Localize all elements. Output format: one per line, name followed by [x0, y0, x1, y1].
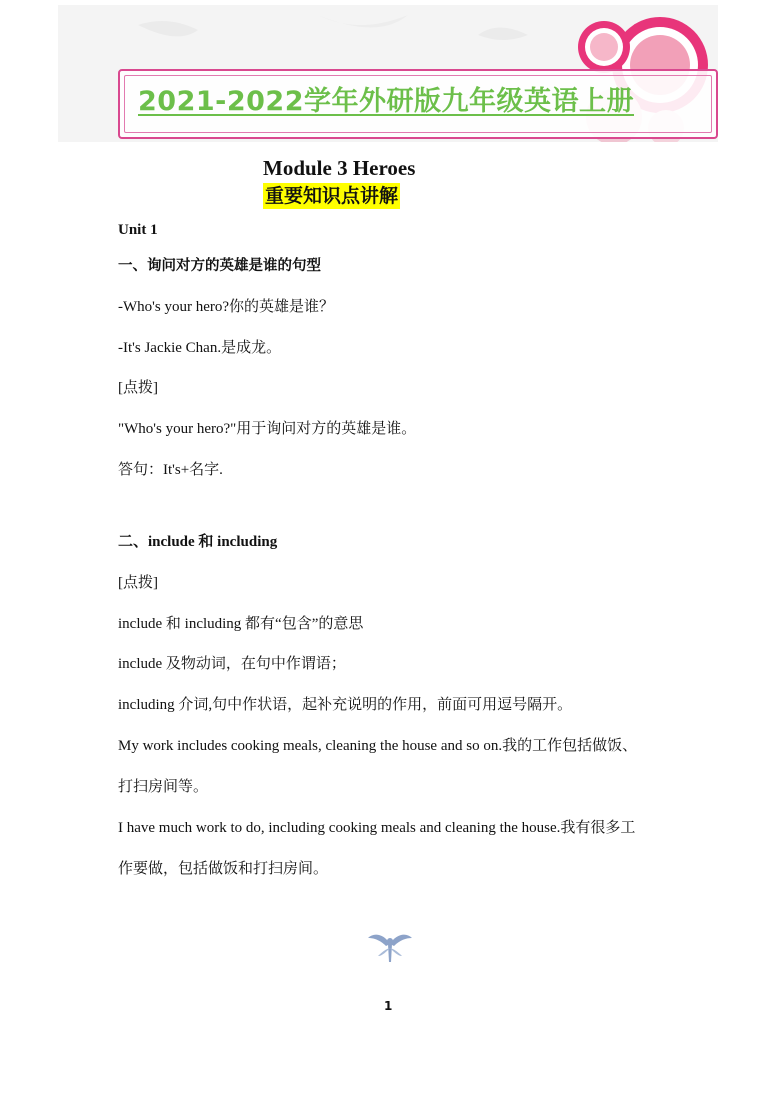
tip-line-1: include 和 including 都有“包含”的意思: [118, 616, 364, 632]
example-1-line-1: My work includes cooking meals, cleaning the house and so on.我的工作包括做饭、: [118, 738, 638, 754]
unit-heading: Unit 1: [118, 222, 158, 238]
header-banner: [58, 5, 718, 142]
title-frame: [118, 69, 718, 139]
example-2-line-2: 作要做，包括做饭和打扫房间。: [118, 861, 329, 877]
document-title: 2021-2022学年外研版九年级英语上册: [138, 86, 634, 117]
answer-pattern: 答句：It's+名字.: [118, 462, 223, 478]
tip-label-2: [点拨]: [118, 575, 158, 591]
tip-label-1: [点拨]: [118, 380, 158, 396]
module-subtitle: 重要知识点讲解: [265, 185, 399, 207]
example-1-line-2: 打扫房间等。: [118, 779, 209, 795]
tip-line-2: include 及物动词，在句中作谓语；: [118, 656, 346, 672]
example-2-line-1: I have much work to do, including cooking meals and cleaning the house.我有很多工: [118, 820, 636, 836]
tip-text-1: "Who's your hero?"用于询问对方的英雄是谁。: [118, 421, 417, 437]
section-heading-1: 一、询问对方的英雄是谁的句型: [118, 258, 321, 274]
page-number: 1: [384, 999, 393, 1013]
floral-ornament-icon: [366, 930, 414, 964]
section-heading-2: 二、include 和 including: [118, 534, 278, 550]
example-question: -Who's your hero?你的英雄是谁？: [118, 299, 334, 315]
module-title: Module 3 Heroes: [263, 156, 416, 180]
example-answer: -It's Jackie Chan.是成龙。: [118, 340, 282, 356]
tip-line-3: including 介词,句中作状语，起补充说明的作用，前面可用逗号隔开。: [118, 697, 573, 713]
